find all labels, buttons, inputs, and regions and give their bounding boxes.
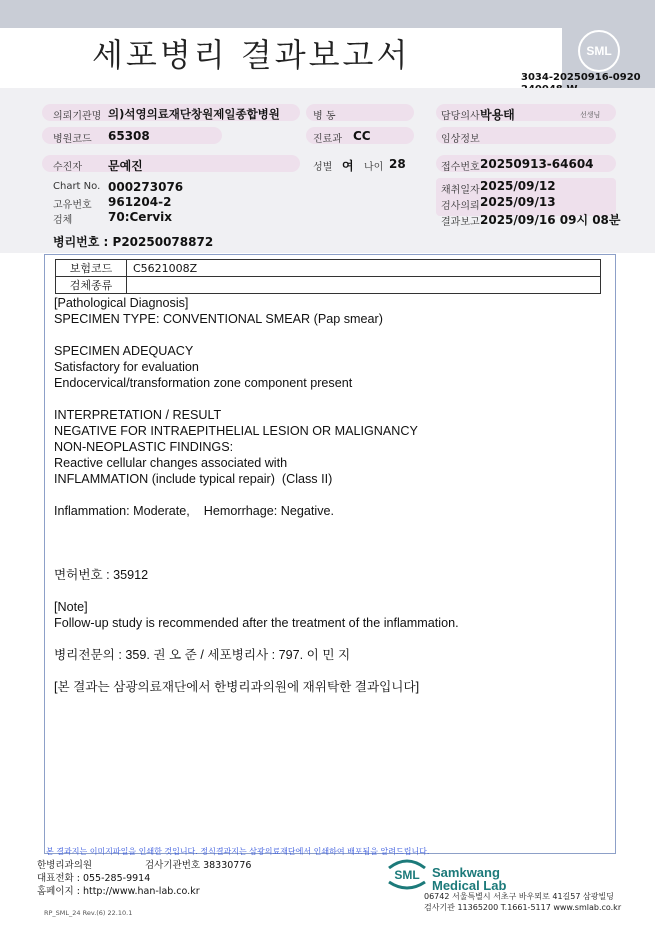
sex-label: 성별 — [313, 162, 333, 173]
receipt-value: 20250913-64604 — [480, 157, 594, 171]
report-line — [54, 327, 459, 343]
report-line — [54, 487, 459, 503]
document-number: 3034-20250916-0920 — [521, 72, 641, 83]
doctor-suffix: 선생님 — [580, 111, 601, 119]
form-code: RP_SML_24 Rev.(6) 22.10.1 — [44, 909, 133, 917]
chart-label: Chart No. — [53, 181, 101, 192]
ward-label: 병 동 — [313, 111, 336, 122]
hosp-code-value: 65308 — [108, 129, 150, 143]
examinee-value: 문예진 — [108, 159, 143, 173]
dept-value: CC — [353, 129, 371, 143]
examinee-label: 수진자 — [53, 162, 82, 173]
page-title: 세포병리 결과보고서 — [92, 36, 411, 74]
age-label: 나이 — [364, 162, 384, 173]
patient-info-panel — [0, 88, 655, 253]
insurance-code-value: C5621008Z — [127, 260, 601, 277]
report-line — [54, 631, 459, 647]
report-line: INFLAMMATION (include typical repair) (Class II) — [54, 472, 333, 486]
report-value: 2025/09/16 09시 08분 — [480, 213, 621, 227]
hosp-code-label: 병원코드 — [53, 134, 92, 145]
sml-logo: SML — [578, 30, 620, 72]
homepage: 홈페이지 : http://www.han-lab.co.kr — [37, 886, 200, 897]
report-line — [54, 519, 459, 535]
report-line: 면허번호 : 35912 — [54, 568, 149, 582]
doctor-value: 박용태 — [480, 108, 515, 122]
table-row — [56, 277, 601, 294]
report-line: Satisfactory for evaluation — [54, 360, 199, 374]
path-number: 병리번호 : P20250078872 — [53, 235, 214, 249]
chart-value: 000273076 — [108, 180, 184, 194]
report-line: NEGATIVE FOR INTRAEPITHELIAL LESION OR MALIGNANCY — [54, 424, 418, 438]
collect-value: 2025/09/12 — [480, 179, 556, 193]
phone: 대표전화 : 055-285-9914 — [37, 873, 151, 884]
report-line: Reactive cellular changes associated with — [54, 456, 288, 470]
report-line: 병리전문의 : 359. 권 오 준 / 세포병리사 : 797. 이 민 지 — [54, 648, 351, 662]
specimen-value: 70:Cervix — [108, 210, 173, 224]
report-line: Inflammation: Moderate, Hemorrhage: Negative. — [54, 504, 334, 518]
report-line: [Note] — [54, 600, 88, 614]
sex-value: 여 — [342, 159, 354, 173]
report-body — [54, 295, 459, 695]
report-line: Follow-up study is recommended after the treatment of the inflammation. — [54, 616, 459, 630]
report-line — [54, 551, 459, 567]
insurance-code-label: 보험코드 — [56, 260, 127, 277]
clinical-label: 임상정보 — [441, 134, 480, 145]
specimen-type-label: 검체종류 — [56, 277, 127, 294]
report-line: NON-NEOPLASTIC FINDINGS: — [54, 440, 234, 454]
report-line: [본 결과는 삼광의료재단에서 한병리과의원에 재위탁한 결과입니다] — [54, 680, 420, 694]
specimen-label: 검체 — [53, 215, 73, 226]
req-org-value: 의)석영의료재단창원제일종합병원 — [108, 107, 280, 121]
dept-label: 진료과 — [313, 134, 342, 145]
insurance-table — [55, 259, 601, 294]
request-label: 검사의뢰 — [441, 201, 480, 212]
report-line: [Pathological Diagnosis] — [54, 296, 189, 310]
specimen-type-value — [127, 277, 601, 294]
report-line — [54, 583, 459, 599]
id-value: 961204-2 — [108, 195, 172, 209]
print-notice: 본 결과지는 이미지파일을 인쇄한 것입니다. 정식결과지는 삼광의료재단에서 인쇄하여 배포됨을 알려드립니다. — [46, 847, 430, 856]
doctor-label: 담당의사 — [441, 111, 480, 122]
samkwang-logo-icon — [387, 858, 427, 890]
lab-address: 06742 서울특별시 서초구 바우뫼로 41길57 삼광빌딩 검사기관 11365200 T.1661-5117 www.smlab.co.kr — [424, 892, 622, 912]
collect-label: 채취일자 — [441, 185, 480, 196]
brand-name: Samkwang Medical Lab — [432, 865, 507, 893]
report-label: 결과보고 — [441, 217, 480, 228]
report-line — [54, 663, 459, 679]
samkwang-logo-text: SML — [394, 868, 420, 882]
receipt-label: 접수번호 — [441, 162, 480, 173]
age-value: 28 — [389, 157, 406, 171]
institution-number: 검사기관번호 38330776 — [145, 860, 252, 871]
report-line — [54, 391, 459, 407]
request-value: 2025/09/13 — [480, 195, 556, 209]
report-line: INTERPRETATION / RESULT — [54, 408, 222, 422]
table-row — [56, 260, 601, 277]
req-org-label: 의뢰기관명 — [53, 111, 102, 122]
clinic-name: 한병리과의원 — [37, 860, 93, 871]
id-label: 고유번호 — [53, 200, 92, 211]
report-line — [54, 535, 459, 551]
report-line: SPECIMEN TYPE: CONVENTIONAL SMEAR (Pap smear) — [54, 312, 383, 326]
report-line: SPECIMEN ADEQUACY — [54, 344, 194, 358]
report-line: Endocervical/transformation zone component present — [54, 376, 353, 390]
